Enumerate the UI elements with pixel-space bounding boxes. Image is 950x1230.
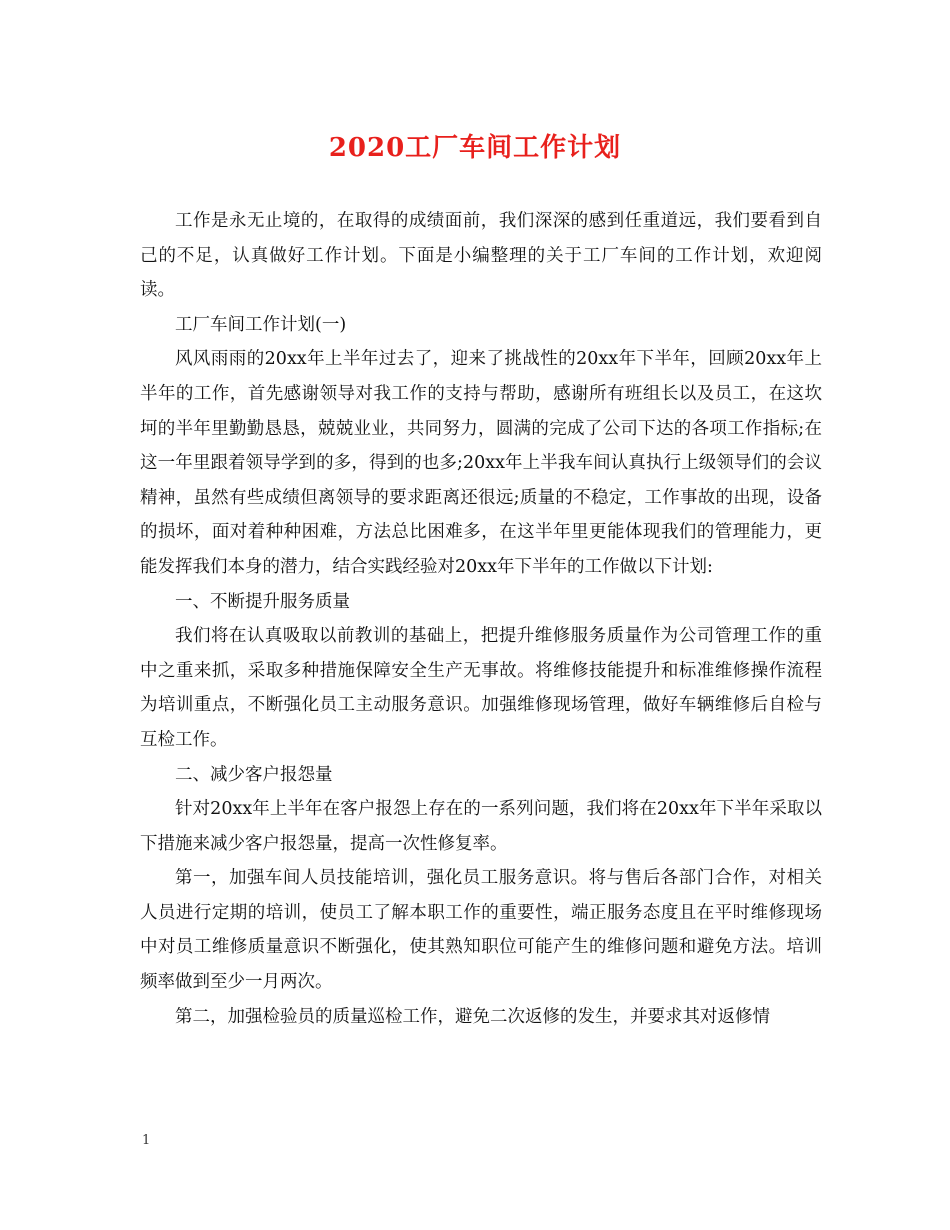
review-paragraph: 风风雨雨的20xx年上半年过去了，迎来了挑战性的20xx年下半年，回顾20xx年上半年的工作，首先感谢领导对我工作的支持与帮助，感谢所有班组长以及员工，在这坎坷的半年里勤勤恳恳，兢兢业业，共同努力，圆满的完成了公司下达的各项工作指标;在这一年里跟着领导学到的多，得到的也多;20xx年上半我车间认真执行上级领导们的会议精神，虽然有些成绩但离领导的要求距离还很远;质量的不稳定，工作事故的出现，设备的损坏，面对着种种困难，方法总比困难多，在这半年里更能体现我们的管理能力，更能发挥我们本身的潜力，结合实践经验对20xx年下半年的工作做以下计划:: [140, 349, 822, 577]
section-heading-plan-one: 工厂车间工作计划(一): [175, 314, 347, 335]
measure-one-paragraph: 第一，加强车间人员技能培训，强化员工服务意识。将与售后各部门合作，对相关人员进行定期的培训，使员工了解本职工作的重要性，端正服务态度且在平时维修现场中对员工维修质量意识不断强化，使其熟知职位可能产生的维修问题和避免方法。培训频率做到至少一月两次。: [140, 868, 822, 993]
measure-two-paragraph: 第二，加强检验员的质量巡检工作，避免二次返修的发生，并要求其对返修情: [175, 1006, 770, 1027]
page-number: 1: [142, 1133, 151, 1148]
document-title: 2020工厂车间工作计划: [328, 133, 622, 163]
heading-service-quality: 一、不断提升服务质量: [175, 591, 350, 612]
heading-reduce-complaints: 二、减少客户报怨量: [175, 764, 333, 785]
intro-paragraph: 工作是永无止境的，在取得的成绩面前，我们深深的感到任重道远，我们要看到自己的不足，认真做好工作计划。下面是小编整理的关于工厂车间的工作计划，欢迎阅读。: [140, 211, 822, 301]
document-body: [140, 204, 822, 1034]
service-quality-paragraph: 我们将在认真吸取以前教训的基础上，把提升维修服务质量作为公司管理工作的重中之重来抓，采取多种措施保障安全生产无事故。将维修技能提升和标准维修操作流程为培训重点，不断强化员工主动服务意识。加强维修现场管理，做好车辆维修后自检与互检工作。: [140, 626, 822, 750]
complaints-paragraph: 针对20xx年上半年在客户报怨上存在的一系列问题，我们将在20xx年下半年采取以下措施来减少客户报怨量，提高一次性修复率。: [140, 799, 822, 854]
